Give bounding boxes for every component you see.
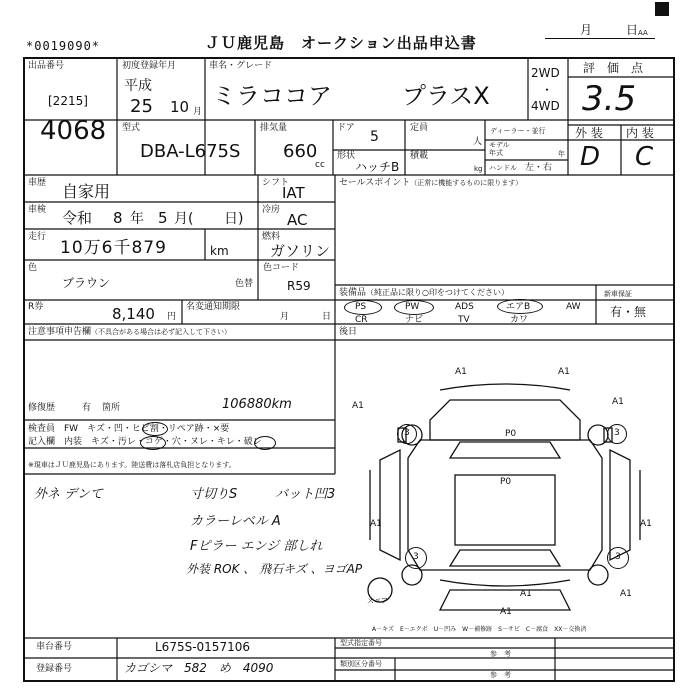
notice-day: 日 [322, 312, 332, 322]
header-code: AA [638, 29, 648, 37]
circle-num-2: 3 [614, 428, 620, 438]
mileage-unit: km [210, 244, 229, 258]
load-unit: kg [474, 165, 483, 173]
legend-exterior: 検査員 FW キズ・凹・ヒビ割・リペア跡・×要 [28, 424, 230, 434]
equip-navi: ナビ [405, 315, 424, 325]
inspection-month-unit: 月( [174, 211, 194, 227]
lot-label: 出品番号 [28, 61, 65, 71]
equip-aw: AW [566, 302, 581, 312]
chassis-label: 車台番号 [36, 642, 73, 652]
model-year-text: モデル 年式 [489, 141, 510, 157]
lot-number: 4068 [40, 116, 107, 146]
equip-ads: ADS [455, 302, 474, 312]
recycle-label: R券 [28, 302, 44, 312]
reg-label: 初度登録年月 [122, 61, 177, 71]
equip-pw: PW [405, 302, 420, 312]
diagram-key: A－キズ E－エクボ U－凹み W－補修跡 S－サビ C－腐食 XX－交換済 [372, 626, 587, 633]
capacity-label: 定員 [410, 123, 429, 133]
model-value: DBA-L675S [140, 141, 241, 162]
doors-label: ドア [337, 123, 355, 133]
car-label: 車名・グレード [209, 61, 273, 71]
mark-a1-topright: A1 [558, 367, 570, 377]
recycle-unit: 円 [167, 312, 177, 322]
spare-label: スペア [367, 597, 388, 605]
mark-a1-lower-right: A1 [640, 519, 652, 529]
mark-a1-bottom: A1 [520, 589, 532, 599]
note-r3: Fピラー エンジ 部しれ [190, 539, 323, 554]
mark-p0-roof: P0 [505, 429, 517, 439]
interior-label: 内 装 [626, 126, 654, 140]
shape-label: 形状 [337, 151, 356, 161]
car-grade: プラスX [402, 82, 490, 110]
use-value: 自家用 [62, 182, 111, 201]
shape-value: ハッチB [355, 160, 400, 174]
circle-num-4: 3 [615, 552, 621, 562]
class-number-label: 類別区分番号 [340, 660, 382, 668]
capacity-unit: 人 [473, 137, 483, 147]
lot-sub-number: [2215] [48, 94, 88, 108]
equipment-note: （純正品に限り○印をつけてください） [366, 288, 509, 297]
ref-label-2: 参 考 [490, 671, 511, 679]
sheet-title: ＪＵ鹿児島 オークション出品申込書 [205, 34, 477, 52]
new-warranty-label: 新車保証 [604, 290, 632, 298]
shift-value: IAT [282, 184, 305, 202]
history-label: 修復歴 [28, 403, 56, 413]
color-value: ブラウン [62, 276, 111, 290]
sales-point-title: セールスポイント [339, 178, 411, 188]
note-r4: 外装 ROK 、 飛石キズ 、ヨゴAP [186, 562, 363, 576]
history-unit: 箇所 [102, 403, 121, 413]
hand-mileage: 106880km [222, 397, 292, 412]
mark-a1-right: A1 [612, 397, 624, 407]
legend-interior: 内装 キズ・汚レ・コゲ・穴・ヌレ・キレ・破レ [64, 437, 262, 447]
equip-ps-circle [344, 300, 382, 315]
sales-point-note: （正常に機能するものに限ります） [410, 179, 523, 187]
caution-label [28, 328, 231, 337]
model-label: 型式 [122, 123, 141, 133]
note-r2: カラーレベル A [190, 514, 281, 529]
dealer-label: ディーラー・並行 [490, 127, 546, 135]
notice-month: 月 [280, 312, 290, 322]
displacement-label: 排気量 [260, 123, 288, 133]
score-label: 評 価 点 [583, 61, 644, 75]
circle-num-3: 3 [413, 552, 419, 562]
note-r1a: 寸切りS [190, 487, 238, 502]
note-r1b: バット凹3 [275, 487, 336, 502]
legend-circle-3 [254, 436, 276, 450]
displacement-unit: cc [315, 160, 325, 170]
new-warranty-value: 有・無 [610, 305, 647, 319]
caution-note: （不具合がある場合は必ず記入して下さい） [91, 328, 232, 336]
type-number-label: 型式指定番号 [340, 639, 382, 647]
ac-value: AC [287, 211, 308, 229]
color-code-label: 色替 [235, 279, 254, 289]
fuel-label: 燃料 [262, 232, 281, 242]
drive-2wd: 2WD [531, 66, 560, 80]
equip-cr: CR [355, 315, 368, 325]
inspection-month: 5 [158, 209, 168, 227]
ref-label-1: 参 考 [490, 650, 511, 658]
drive-dot: ・ [541, 83, 554, 97]
car-name: ミラココア [212, 82, 332, 110]
displacement-value: 660 [283, 141, 318, 162]
use-label: 車歴 [28, 178, 47, 188]
inspection-day-unit: 日) [224, 211, 244, 227]
inspection-label: 車検 [28, 205, 47, 215]
load-label: 積載 [410, 151, 429, 161]
history-value: 有 [82, 403, 92, 413]
mark-a1-rear: A1 [500, 607, 512, 617]
equip-pw-circle [394, 300, 434, 315]
recycle-value: 8,140 [112, 305, 155, 323]
equip-airbag-circle [497, 299, 543, 314]
mark-a1-lower-left: A1 [370, 519, 382, 529]
legend-interior-label: 記入欄 [28, 437, 56, 447]
equip-tv: TV [458, 315, 470, 325]
mark-a1-left: A1 [352, 401, 364, 411]
drive-4wd: 4WD [531, 99, 560, 113]
day-label: 日 [626, 23, 639, 37]
barcode-text: *0019090* [26, 39, 101, 53]
reg-year: 25 [130, 96, 153, 117]
chassis-value: L675S-0157106 [155, 640, 250, 654]
inspection-era: 令和 [62, 209, 93, 227]
legend-circle-1 [142, 422, 168, 436]
mark-a1-top: A1 [455, 367, 467, 377]
handle-value: 左・右 [525, 163, 553, 173]
ac-label: 冷房 [262, 205, 281, 215]
mark-p0-center: P0 [500, 477, 512, 487]
model-year-label [489, 142, 510, 157]
fuel-value: ガソリン [270, 242, 331, 260]
legend-footnote: ※現車はＪＵ鹿児島にあります。陸送費は落札店負担となります。 [28, 461, 236, 469]
score-value: 3.5 [582, 79, 637, 119]
equipment-title: 装備品 [339, 288, 367, 298]
notice-label: 名変通知期限 [186, 302, 241, 312]
equip-leather: カワ [510, 315, 529, 325]
reg-month: 10 [170, 98, 190, 116]
reg-era: 平成 [124, 78, 152, 94]
mark-a1-bottom-right: A1 [620, 589, 632, 599]
equip-ps: PS [355, 302, 367, 312]
shift-label: シフト [262, 178, 290, 188]
doors-value: 5 [370, 129, 379, 145]
equipment-label [339, 289, 509, 298]
year-unit: 年 [558, 150, 565, 158]
exterior-label: 外 装 [575, 126, 603, 140]
inspection-year: 8 [113, 209, 123, 227]
color-code: R59 [287, 279, 311, 293]
interior-score: C [635, 142, 654, 172]
mileage-label: 走行 [28, 232, 47, 242]
legend-circle-2 [140, 436, 166, 450]
rear-label: 後日 [339, 327, 358, 337]
month-label: 月 [580, 23, 593, 37]
circle-num-1: 3 [404, 428, 410, 438]
reg-month-unit: 月 [193, 107, 203, 117]
note-left: 外ネ デンて [34, 487, 103, 502]
exterior-score: D [580, 142, 601, 172]
sales-point-label [339, 179, 522, 188]
caution-title: 注意事項申告欄 [28, 327, 92, 337]
plate-label: 登録番号 [36, 664, 73, 674]
handle-label: ハンドル [489, 164, 517, 172]
inspection-year-unit: 年 [130, 211, 144, 227]
equip-airbag: エアB [506, 302, 531, 312]
color-code-title: 色コード [263, 263, 300, 273]
color-label: 色 [28, 263, 38, 273]
mileage-value: 10万6千879 [60, 238, 167, 258]
plate-value: カゴシマ 582 め 4090 [124, 661, 274, 675]
